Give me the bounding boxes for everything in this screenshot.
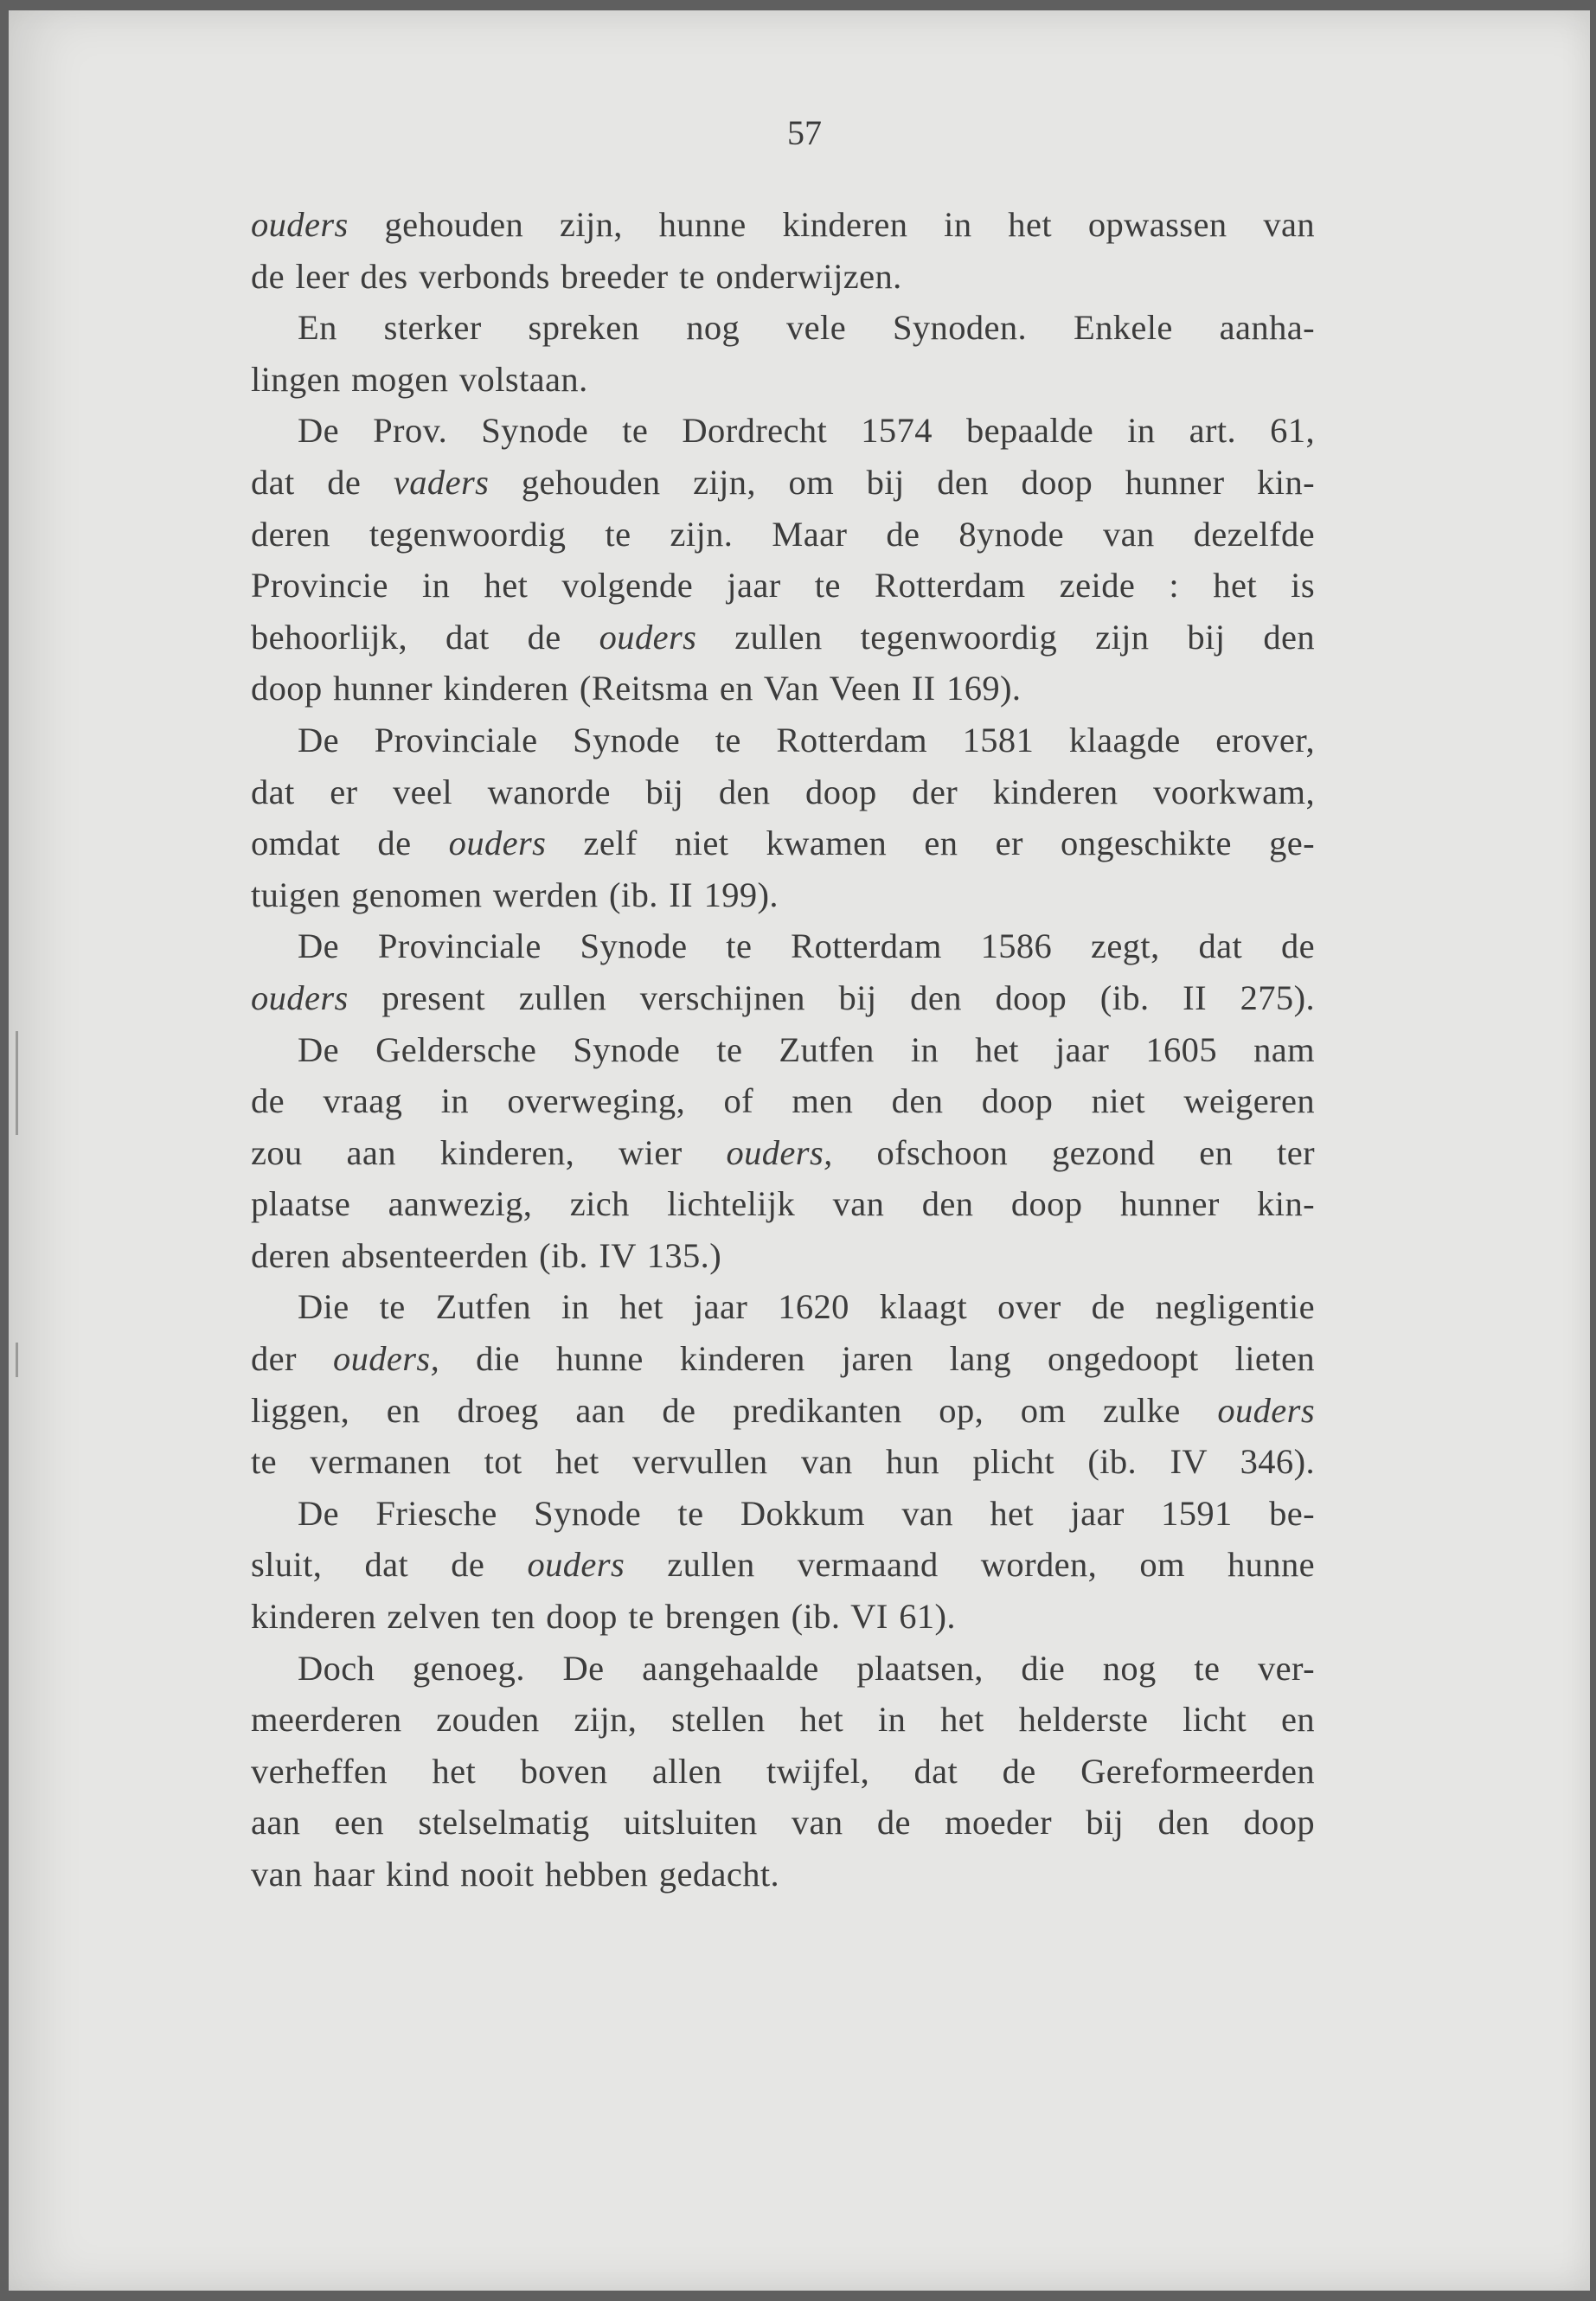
text-line [251,405,1315,457]
text-line [251,251,1315,303]
text-line [251,302,1315,354]
text-segment: sluit, dat de [251,1545,528,1585]
italic-text-segment: ouders [527,1545,625,1585]
text-segment: De Geldersche Synode te Zutfen in het jaar 1605 nam [298,1029,1315,1069]
text-segment: plaatse aanwezig, zich lichtelijk van den doop hunner kin- [251,1184,1315,1224]
text-line [251,1488,1315,1540]
text-line [251,1333,1315,1385]
text-segment: Provincie in het volgende jaar te Rotterdam zeide : het is [251,566,1315,606]
italic-text-segment: ouders, [726,1132,833,1172]
text-line [251,1591,1315,1643]
text-line [251,1539,1315,1591]
text-line [251,1385,1315,1437]
book-page [9,10,1590,2291]
gutter-mark [16,1343,18,1377]
text-segment: van haar kind nooit hebben gedacht. [251,1855,780,1894]
text-segment: dat er veel wanorde bij den doop der kinderen voorkwam, [251,772,1315,811]
text-line [251,1075,1315,1127]
text-segment: omdat de [251,824,449,863]
gutter-mark [16,1031,18,1135]
italic-text-segment: ouders [1217,1390,1315,1430]
italic-text-segment: ouders [448,824,547,863]
text-segment: gehouden zijn, hunne kinderen in het opwassen van [348,205,1315,244]
text-segment: Doch genoeg. De aangehaalde plaatsen, die nog te ver- [298,1648,1315,1688]
text-segment: meerderen zouden zijn, stellen het in het helderste licht en [251,1700,1315,1740]
text-line [251,715,1315,766]
text-segment: de vraag in overweging, of men den doop niet weigeren [251,1081,1315,1121]
text-segment: En sterker spreken nog vele Synoden. Enkele aanha- [298,308,1315,348]
text-segment: verheffen het boven allen twijfel, dat de Gereformeerden [251,1751,1315,1791]
text-segment: De Provinciale Synode te Rotterdam 1586 zegt, dat de [298,926,1315,966]
text-line [251,1694,1315,1746]
text-line [251,1797,1315,1849]
text-segment: te vermanen tot het vervullen van hun plicht (ib. IV 346). [251,1442,1315,1482]
text-segment: doop hunner kinderen (Reitsma en Van Veen II 169). [251,669,1022,708]
text-segment: zelf niet kwamen en er ongeschikte ge- [546,824,1315,863]
text-line [251,509,1315,561]
text-segment: ofschoon gezond en ter [832,1132,1315,1172]
text-segment: tuigen genomen werden (ib. II 199). [251,875,779,914]
text-line [251,663,1315,715]
text-line [251,1024,1315,1076]
text-segment: die hunne kinderen jaren lang ongedoopt lieten [439,1339,1315,1379]
text-line [251,1178,1315,1230]
text-segment: de leer des verbonds breeder te onderwijzen. [251,256,902,296]
text-segment: gehouden zijn, om bij den doop hunner kin- [489,462,1315,502]
body-text [251,199,1315,1900]
text-segment: De Prov. Synode te Dordrecht 1574 bepaalde in art. 61, [298,411,1315,451]
text-line [251,920,1315,972]
text-segment: zullen vermaand worden, om hunne [625,1545,1315,1585]
text-segment: present zullen verschijnen bij den doop (ib. II 275). [348,977,1315,1017]
text-segment: De Provinciale Synode te Rotterdam 1581 klaagde erover, [298,720,1315,760]
text-line [251,817,1315,869]
text-segment: deren tegenwoordig te zijn. Maar de 8ynode van dezelfde [251,514,1315,554]
text-line [251,1127,1315,1179]
text-line [251,354,1315,406]
text-segment: behoorlijk, dat de [251,617,599,657]
text-segment: der [251,1339,333,1379]
text-segment: zullen tegenwoordig zijn bij den [696,617,1315,657]
italic-text-segment: ouders [251,205,349,244]
text-segment: zou aan kinderen, wier [251,1132,727,1172]
italic-text-segment: ouders [599,617,697,657]
text-segment: liggen, en droeg aan de predikanten op, om zulke [251,1390,1218,1430]
text-line [251,869,1315,921]
italic-text-segment: ouders, [332,1339,440,1379]
text-line [251,1849,1315,1900]
text-segment: dat de [251,462,394,502]
page-number: 57 [787,113,822,152]
text-line [251,1281,1315,1333]
text-line [251,972,1315,1024]
italic-text-segment: vaders [393,462,490,502]
text-line [251,1436,1315,1488]
text-line [251,457,1315,509]
text-segment: aan een stelselmatig uitsluiten van de moeder bij den doop [251,1803,1315,1843]
text-segment: kinderen zelven ten doop te brengen (ib. VI 61). [251,1597,956,1637]
text-segment: lingen mogen volstaan. [251,359,588,399]
text-line [251,1230,1315,1282]
text-segment: deren absenteerden (ib. IV 135.) [251,1235,722,1275]
text-line [251,560,1315,612]
text-segment: De Friesche Synode te Dokkum van het jaar 1591 be- [298,1493,1315,1533]
text-segment: Die te Zutfen in het jaar 1620 klaagt over de negligentie [298,1287,1315,1327]
text-line [251,766,1315,818]
text-line [251,199,1315,251]
text-line [251,1746,1315,1798]
text-line [251,612,1315,663]
italic-text-segment: ouders [251,977,349,1017]
text-line [251,1643,1315,1695]
